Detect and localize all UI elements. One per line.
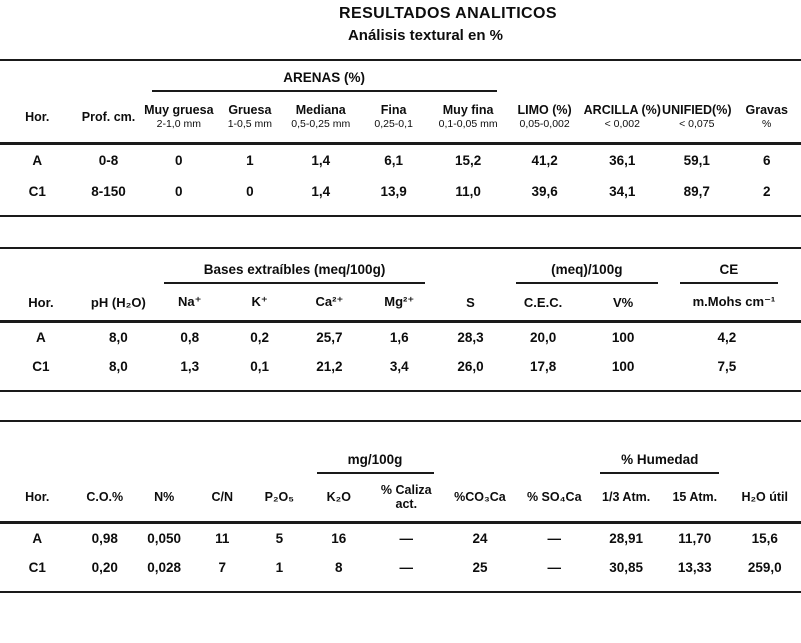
row-a	[0, 322, 801, 353]
cell: 1,4	[311, 184, 331, 199]
cell: 0,20	[91, 560, 118, 575]
sublabel: %	[762, 118, 772, 130]
col-header-15atm: 15 Atm.	[661, 475, 728, 523]
bases-column-header-row	[0, 285, 801, 322]
cell: 2	[762, 184, 771, 199]
arenas-column-header-row	[0, 93, 801, 144]
col-header-caliza: % Caliza act.	[370, 475, 442, 523]
cell: 25,7	[316, 330, 343, 345]
col-header-mg: Mg²⁺	[364, 285, 434, 322]
mg100g-group-label: mg/100g	[317, 452, 434, 474]
cell: 8,0	[108, 330, 128, 345]
col-header-fina	[357, 93, 431, 144]
cell: 59,1	[683, 153, 710, 168]
label: ARCILLA (%)	[583, 103, 661, 117]
sublabel: 1-0,5 mm	[227, 118, 273, 130]
cell: —	[547, 531, 561, 546]
cell: C1	[28, 184, 46, 199]
group-spacer	[0, 249, 155, 285]
table-bases	[0, 247, 801, 392]
sublabel: 0,25-0,1	[374, 118, 413, 130]
cell: 100	[611, 330, 635, 345]
label: Hor.	[25, 109, 50, 124]
cell: 0,1	[250, 359, 269, 374]
cell: —	[547, 560, 561, 575]
table-quimica	[0, 420, 801, 593]
cell: 28,3	[457, 330, 484, 345]
group-spacer	[506, 61, 801, 93]
label: Muy fina	[442, 103, 494, 117]
cell: 0,8	[180, 330, 200, 345]
cell: 0,050	[147, 531, 182, 546]
group-spacer	[434, 249, 507, 285]
row-a	[0, 523, 801, 554]
label: UNIFIED(%)	[662, 103, 732, 117]
document-header	[0, 0, 801, 46]
bases-group-row	[0, 249, 801, 285]
cell: 28,91	[609, 531, 644, 546]
col-header-mediana	[285, 93, 357, 144]
cell: 100	[611, 359, 635, 374]
page-subtitle: Análisis textural en %	[347, 27, 504, 44]
group-spacer	[0, 61, 143, 93]
page-title: RESULTADOS ANALITICOS	[339, 5, 557, 22]
col-header-muy-fina	[430, 93, 505, 144]
cell: 0,028	[147, 560, 182, 575]
label: Gruesa	[228, 103, 272, 117]
col-header-p2o5: P₂O₅	[251, 475, 307, 523]
arenas-group-header	[143, 61, 506, 93]
bases-group-header	[155, 249, 434, 285]
cell: 3,4	[389, 359, 409, 374]
cell: 1,3	[180, 359, 200, 374]
cell: 0-8	[98, 153, 119, 168]
cell: 11	[215, 531, 230, 546]
row-a	[0, 144, 801, 177]
col-header-so4ca: % SO₄Ca	[517, 475, 591, 523]
col-header-limo	[506, 93, 584, 144]
cell: 8	[335, 560, 343, 575]
col-header-hor	[0, 93, 74, 144]
col-header-mohs: m.Mohs cm⁻¹	[667, 285, 801, 322]
humedad-group-header	[591, 422, 728, 475]
cell: 15,2	[454, 153, 482, 168]
humedad-group-label: % Humedad	[600, 452, 719, 474]
sublabel: 0,05-0,002	[519, 118, 570, 130]
meq-group-label: (meq)/100g	[516, 262, 658, 284]
label: Mediana	[295, 103, 346, 117]
label: Muy gruesa	[144, 103, 214, 117]
cell: 17,8	[529, 359, 557, 374]
cell: 13,9	[380, 184, 407, 199]
group-spacer	[728, 422, 801, 475]
cell: 16	[331, 531, 347, 546]
cell: 1,4	[311, 153, 331, 168]
col-header-13atm: 1/3 Atm.	[591, 475, 661, 523]
bases-group-label: Bases extraíbles (meq/100g)	[164, 262, 425, 284]
cell: 36,1	[609, 153, 636, 168]
cell: —	[399, 531, 414, 546]
row-c1	[0, 553, 801, 591]
col-header-k2o: K₂O	[308, 475, 370, 523]
ce-group-label: CE	[680, 262, 778, 284]
sublabel: 2-1,0 mm	[156, 118, 201, 130]
cell: 1	[275, 560, 284, 575]
col-header-k: K⁺	[225, 285, 295, 322]
col-header-n: N%	[135, 475, 193, 523]
cell: 25	[472, 560, 488, 575]
row-c1	[0, 176, 801, 215]
col-header-ca: Ca²⁺	[295, 285, 365, 322]
cell: 259,0	[747, 560, 782, 575]
cell: 6	[762, 153, 771, 168]
cell: 6,1	[384, 153, 404, 168]
cell: 21,2	[316, 359, 343, 374]
cell: 1,6	[389, 330, 409, 345]
label: Fina	[380, 103, 407, 117]
col-header-prof	[74, 93, 142, 144]
col-header-cn: C/N	[193, 475, 251, 523]
cell: 11,70	[678, 531, 712, 546]
cell: 20,0	[529, 330, 557, 345]
col-header-s: S	[434, 285, 507, 322]
cell: 8,0	[108, 359, 128, 374]
cell: 7,5	[717, 359, 737, 374]
col-header-cec: C.E.C.	[507, 285, 580, 322]
col-header-gravas	[732, 93, 801, 144]
cell: 11,0	[455, 184, 481, 199]
col-header-muy-gruesa	[143, 93, 215, 144]
col-header-ph: pH (H₂O)	[82, 285, 155, 322]
cell: —	[399, 560, 414, 575]
cell: 0,98	[91, 531, 118, 546]
col-header-co: C.O.%	[74, 475, 134, 523]
cell: C1	[32, 359, 50, 374]
arenas-group-label: ARENAS (%)	[152, 70, 497, 92]
cell: 39,6	[531, 184, 558, 199]
col-header-arcilla	[583, 93, 661, 144]
arenas-group-row	[0, 61, 801, 93]
quimica-group-row	[0, 422, 801, 475]
cell: 7	[218, 560, 227, 575]
sublabel: 0,1-0,05 mm	[438, 118, 498, 130]
cell: 5	[275, 531, 284, 546]
label: LIMO (%)	[517, 103, 572, 117]
cell: 26,0	[457, 359, 484, 374]
label: Gravas	[745, 103, 788, 117]
meq-group-header	[507, 249, 667, 285]
group-spacer	[0, 422, 308, 475]
cell: 24	[472, 531, 488, 546]
label: Prof. cm.	[81, 109, 136, 124]
sublabel: < 0,002	[604, 118, 640, 130]
col-header-v: V%	[579, 285, 666, 322]
cell: 15,6	[751, 531, 778, 546]
col-header-hor: Hor.	[0, 475, 74, 523]
group-spacer	[443, 422, 592, 475]
cell: 34,1	[609, 184, 636, 199]
quimica-column-header-row	[0, 475, 801, 523]
col-header-hor: Hor.	[0, 285, 82, 322]
ce-group-header	[667, 249, 801, 285]
col-header-unified	[661, 93, 732, 144]
mg100g-group-header	[308, 422, 443, 475]
cell: A	[32, 153, 43, 168]
cell: 41,2	[531, 153, 558, 168]
cell: 1	[246, 153, 254, 168]
sublabel: < 0,075	[679, 118, 715, 130]
table-arenas	[0, 59, 801, 217]
cell: 8-150	[91, 184, 126, 199]
cell: 13,33	[677, 560, 712, 575]
cell: 0,2	[250, 330, 269, 345]
cell: 4,2	[717, 330, 737, 345]
row-c1	[0, 352, 801, 390]
cell: A	[36, 330, 46, 345]
sublabel: 0,5-0,25 mm	[291, 118, 351, 130]
cell: 89,7	[683, 184, 710, 199]
cell: 0	[246, 184, 254, 199]
cell: A	[32, 531, 43, 546]
col-header-h2o-util: H₂O útil	[728, 475, 801, 523]
col-header-co3ca: %CO₃Ca	[443, 475, 518, 523]
cell: C1	[28, 560, 46, 575]
cell: 0	[175, 153, 183, 168]
cell: 30,85	[609, 560, 644, 575]
col-header-na: Na⁺	[155, 285, 225, 322]
col-header-gruesa	[215, 93, 285, 144]
cell: 0	[175, 184, 183, 199]
